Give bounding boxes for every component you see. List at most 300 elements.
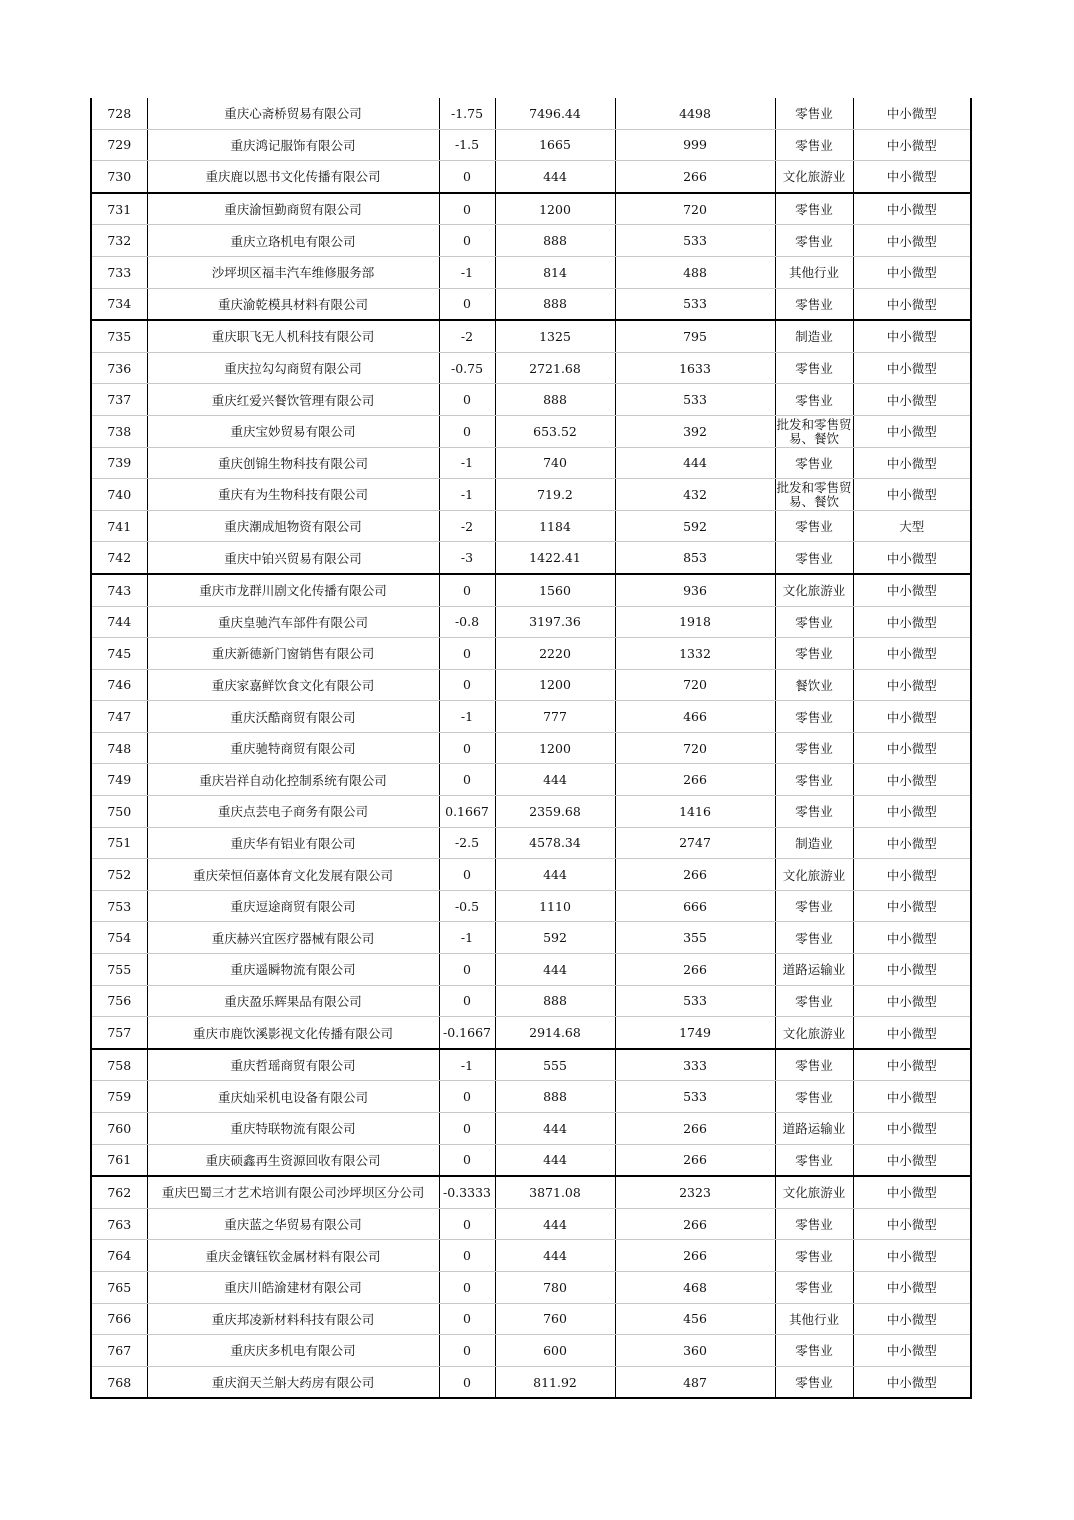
value-3-cell: 1633 [615, 352, 775, 384]
company-name-cell: 重庆遥瞬物流有限公司 [147, 954, 439, 986]
value-2-cell: 444 [495, 764, 615, 796]
value-3-cell: 720 [615, 732, 775, 764]
enterprise-scale-cell: 中小微型 [853, 98, 971, 129]
industry-cell: 其他行业 [775, 1303, 853, 1335]
table-row [91, 415, 971, 447]
company-name-cell: 重庆华有铝业有限公司 [147, 827, 439, 859]
row-number-cell: 734 [91, 288, 147, 320]
value-2-cell: 444 [495, 1144, 615, 1176]
value-1-cell: -2 [439, 320, 495, 352]
value-1-cell: -0.8 [439, 606, 495, 638]
value-3-cell: 795 [615, 320, 775, 352]
table-row [91, 320, 971, 352]
industry-cell: 零售业 [775, 922, 853, 954]
industry-cell: 道路运输业 [775, 1113, 853, 1145]
value-2-cell: 814 [495, 256, 615, 288]
table-row [91, 1366, 971, 1398]
company-name-cell: 重庆市龙群川剧文化传播有限公司 [147, 574, 439, 606]
value-1-cell: 0 [439, 1366, 495, 1398]
value-1-cell: -1.75 [439, 98, 495, 129]
industry-cell: 零售业 [775, 384, 853, 416]
value-1-cell: -0.5 [439, 890, 495, 922]
industry-cell: 零售业 [775, 1335, 853, 1367]
company-name-cell: 沙坪坝区福丰汽车维修服务部 [147, 256, 439, 288]
value-1-cell: 0 [439, 638, 495, 670]
enterprise-scale-cell: 中小微型 [853, 796, 971, 828]
table-row [91, 954, 971, 986]
enterprise-scale-cell: 中小微型 [853, 384, 971, 416]
table-row [91, 1271, 971, 1303]
industry-text: 批发和零售贸易、餐饮 [776, 416, 852, 446]
enterprise-scale-cell: 中小微型 [853, 890, 971, 922]
row-number-cell: 741 [91, 510, 147, 542]
row-number-cell: 736 [91, 352, 147, 384]
company-name-cell: 重庆庆多机电有限公司 [147, 1335, 439, 1367]
value-3-cell: 468 [615, 1271, 775, 1303]
industry-cell: 文化旅游业 [775, 1176, 853, 1208]
row-number-cell: 745 [91, 638, 147, 670]
value-3-cell: 533 [615, 985, 775, 1017]
row-number-cell: 756 [91, 985, 147, 1017]
enterprise-scale-cell: 中小微型 [853, 256, 971, 288]
value-2-cell: 1560 [495, 574, 615, 606]
enterprise-scale-cell: 中小微型 [853, 669, 971, 701]
table-row [91, 1176, 971, 1208]
value-2-cell: 3197.36 [495, 606, 615, 638]
company-name-cell: 重庆家嘉鲜饮食文化有限公司 [147, 669, 439, 701]
company-name-cell: 重庆皇驰汽车部件有限公司 [147, 606, 439, 638]
value-2-cell: 719.2 [495, 479, 615, 511]
value-2-cell: 653.52 [495, 415, 615, 447]
company-name-cell: 重庆硕鑫再生资源回收有限公司 [147, 1144, 439, 1176]
value-1-cell: 0 [439, 985, 495, 1017]
company-name-cell: 重庆沃酷商贸有限公司 [147, 701, 439, 733]
table-row [91, 542, 971, 574]
enterprise-scale-cell: 中小微型 [853, 1017, 971, 1049]
table-row [91, 764, 971, 796]
row-number-cell: 729 [91, 129, 147, 161]
row-number-cell: 742 [91, 542, 147, 574]
enterprise-scale-cell: 中小微型 [853, 1081, 971, 1113]
table-row [91, 352, 971, 384]
row-number-cell: 763 [91, 1208, 147, 1240]
table-row [91, 1144, 971, 1176]
row-number-cell: 749 [91, 764, 147, 796]
company-table [90, 98, 972, 1399]
value-3-cell: 592 [615, 510, 775, 542]
enterprise-scale-cell: 中小微型 [853, 1049, 971, 1081]
table-row [91, 701, 971, 733]
row-number-cell: 738 [91, 415, 147, 447]
value-3-cell: 1416 [615, 796, 775, 828]
company-name-cell: 重庆点芸电子商务有限公司 [147, 796, 439, 828]
value-2-cell: 444 [495, 1208, 615, 1240]
enterprise-scale-cell: 中小微型 [853, 225, 971, 257]
table-row [91, 922, 971, 954]
value-1-cell: -2 [439, 510, 495, 542]
value-1-cell: 0 [439, 1271, 495, 1303]
value-2-cell: 3871.08 [495, 1176, 615, 1208]
value-2-cell: 444 [495, 954, 615, 986]
value-3-cell: 2747 [615, 827, 775, 859]
enterprise-scale-cell: 中小微型 [853, 1113, 971, 1145]
row-number-cell: 735 [91, 320, 147, 352]
row-number-cell: 728 [91, 98, 147, 129]
table-row [91, 985, 971, 1017]
industry-cell: 零售业 [775, 701, 853, 733]
company-name-cell: 重庆赫兴宜医疗器械有限公司 [147, 922, 439, 954]
value-3-cell: 266 [615, 1240, 775, 1272]
value-2-cell: 7496.44 [495, 98, 615, 129]
value-1-cell: 0 [439, 1113, 495, 1145]
value-3-cell: 720 [615, 669, 775, 701]
industry-cell: 其他行业 [775, 256, 853, 288]
enterprise-scale-cell: 中小微型 [853, 1303, 971, 1335]
enterprise-scale-cell: 中小微型 [853, 1335, 971, 1367]
table-row [91, 1303, 971, 1335]
table-row [91, 890, 971, 922]
value-3-cell: 360 [615, 1335, 775, 1367]
value-1-cell: 0 [439, 225, 495, 257]
enterprise-scale-cell: 中小微型 [853, 129, 971, 161]
value-2-cell: 888 [495, 288, 615, 320]
company-name-cell: 重庆金镶钰钦金属材料有限公司 [147, 1240, 439, 1272]
value-1-cell: 0 [439, 384, 495, 416]
enterprise-scale-cell: 中小微型 [853, 447, 971, 479]
company-name-cell: 重庆拉勾勾商贸有限公司 [147, 352, 439, 384]
value-2-cell: 4578.34 [495, 827, 615, 859]
value-1-cell: -1.5 [439, 129, 495, 161]
value-3-cell: 266 [615, 859, 775, 891]
industry-cell: 道路运输业 [775, 954, 853, 986]
value-1-cell: 0 [439, 669, 495, 701]
company-name-cell: 重庆哲瑶商贸有限公司 [147, 1049, 439, 1081]
row-number-cell: 751 [91, 827, 147, 859]
enterprise-scale-cell: 中小微型 [853, 574, 971, 606]
row-number-cell: 760 [91, 1113, 147, 1145]
enterprise-scale-cell: 大型 [853, 510, 971, 542]
value-3-cell: 666 [615, 890, 775, 922]
value-3-cell: 2323 [615, 1176, 775, 1208]
value-1-cell: -1 [439, 701, 495, 733]
industry-cell: 零售业 [775, 732, 853, 764]
value-2-cell: 444 [495, 161, 615, 193]
industry-cell: 零售业 [775, 1366, 853, 1398]
industry-cell: 零售业 [775, 98, 853, 129]
value-3-cell: 999 [615, 129, 775, 161]
row-number-cell: 758 [91, 1049, 147, 1081]
company-name-cell: 重庆立珞机电有限公司 [147, 225, 439, 257]
table-row [91, 256, 971, 288]
value-2-cell: 555 [495, 1049, 615, 1081]
value-3-cell: 488 [615, 256, 775, 288]
company-name-cell: 重庆川皓渝建材有限公司 [147, 1271, 439, 1303]
row-number-cell: 748 [91, 732, 147, 764]
industry-cell: 零售业 [775, 638, 853, 670]
row-number-cell: 753 [91, 890, 147, 922]
company-name-cell: 重庆中铂兴贸易有限公司 [147, 542, 439, 574]
value-3-cell: 533 [615, 225, 775, 257]
table-row [91, 606, 971, 638]
enterprise-scale-cell: 中小微型 [853, 193, 971, 225]
row-number-cell: 740 [91, 479, 147, 511]
value-1-cell: 0 [439, 764, 495, 796]
value-1-cell: 0 [439, 193, 495, 225]
value-2-cell: 777 [495, 701, 615, 733]
enterprise-scale-cell: 中小微型 [853, 701, 971, 733]
value-2-cell: 1110 [495, 890, 615, 922]
enterprise-scale-cell: 中小微型 [853, 320, 971, 352]
company-name-cell: 重庆心斋桥贸易有限公司 [147, 98, 439, 129]
industry-cell: 零售业 [775, 764, 853, 796]
value-2-cell: 888 [495, 1081, 615, 1113]
company-name-cell: 重庆红爱兴餐饮管理有限公司 [147, 384, 439, 416]
value-1-cell: -0.1667 [439, 1017, 495, 1049]
value-2-cell: 444 [495, 859, 615, 891]
value-1-cell: 0 [439, 859, 495, 891]
value-3-cell: 266 [615, 1208, 775, 1240]
table-row [91, 827, 971, 859]
value-2-cell: 760 [495, 1303, 615, 1335]
value-2-cell: 444 [495, 1240, 615, 1272]
table-row [91, 1049, 971, 1081]
row-number-cell: 746 [91, 669, 147, 701]
value-2-cell: 780 [495, 1271, 615, 1303]
value-3-cell: 853 [615, 542, 775, 574]
value-3-cell: 355 [615, 922, 775, 954]
value-3-cell: 1918 [615, 606, 775, 638]
industry-cell: 零售业 [775, 1144, 853, 1176]
value-3-cell: 266 [615, 161, 775, 193]
industry-cell: 零售业 [775, 1240, 853, 1272]
industry-cell: 零售业 [775, 225, 853, 257]
table-row [91, 1113, 971, 1145]
value-1-cell: 0.1667 [439, 796, 495, 828]
table-body [91, 98, 971, 1398]
company-name-cell: 重庆盈乐辉果品有限公司 [147, 985, 439, 1017]
enterprise-scale-cell: 中小微型 [853, 1240, 971, 1272]
company-name-cell: 重庆宝妙贸易有限公司 [147, 415, 439, 447]
industry-text: 批发和零售贸易、餐饮 [776, 479, 852, 509]
industry-cell: 零售业 [775, 510, 853, 542]
table-row [91, 1017, 971, 1049]
value-2-cell: 811.92 [495, 1366, 615, 1398]
industry-cell: 文化旅游业 [775, 161, 853, 193]
company-name-cell: 重庆鸿记服饰有限公司 [147, 129, 439, 161]
value-1-cell: 0 [439, 1144, 495, 1176]
value-3-cell: 266 [615, 1113, 775, 1145]
industry-cell: 制造业 [775, 320, 853, 352]
table-row [91, 193, 971, 225]
value-2-cell: 740 [495, 447, 615, 479]
industry-cell: 零售业 [775, 1208, 853, 1240]
value-2-cell: 888 [495, 384, 615, 416]
table-row [91, 796, 971, 828]
enterprise-scale-cell: 中小微型 [853, 479, 971, 511]
table-row [91, 384, 971, 416]
row-number-cell: 733 [91, 256, 147, 288]
enterprise-scale-cell: 中小微型 [853, 954, 971, 986]
company-name-cell: 重庆灿采机电设备有限公司 [147, 1081, 439, 1113]
enterprise-scale-cell: 中小微型 [853, 415, 971, 447]
value-2-cell: 1325 [495, 320, 615, 352]
value-2-cell: 2721.68 [495, 352, 615, 384]
value-3-cell: 432 [615, 479, 775, 511]
industry-cell: 零售业 [775, 542, 853, 574]
value-2-cell: 1184 [495, 510, 615, 542]
row-number-cell: 743 [91, 574, 147, 606]
enterprise-scale-cell: 中小微型 [853, 1176, 971, 1208]
industry-cell: 制造业 [775, 827, 853, 859]
table-row [91, 669, 971, 701]
industry-cell: 零售业 [775, 447, 853, 479]
company-name-cell: 重庆创锦生物科技有限公司 [147, 447, 439, 479]
value-1-cell: 0 [439, 574, 495, 606]
industry-cell: 零售业 [775, 129, 853, 161]
table-row [91, 129, 971, 161]
row-number-cell: 754 [91, 922, 147, 954]
table-row [91, 638, 971, 670]
table-row [91, 161, 971, 193]
enterprise-scale-cell: 中小微型 [853, 288, 971, 320]
value-2-cell: 2220 [495, 638, 615, 670]
industry-cell: 零售业 [775, 1049, 853, 1081]
row-number-cell: 757 [91, 1017, 147, 1049]
value-2-cell: 1422.41 [495, 542, 615, 574]
table-row [91, 479, 971, 511]
value-1-cell: -0.75 [439, 352, 495, 384]
row-number-cell: 744 [91, 606, 147, 638]
industry-cell: 文化旅游业 [775, 1017, 853, 1049]
table-row [91, 732, 971, 764]
enterprise-scale-cell: 中小微型 [853, 922, 971, 954]
industry-cell [775, 415, 853, 447]
industry-cell: 零售业 [775, 193, 853, 225]
value-3-cell: 533 [615, 1081, 775, 1113]
enterprise-scale-cell: 中小微型 [853, 827, 971, 859]
row-number-cell: 739 [91, 447, 147, 479]
table-row [91, 574, 971, 606]
row-number-cell: 764 [91, 1240, 147, 1272]
value-1-cell: 0 [439, 1208, 495, 1240]
industry-cell [775, 479, 853, 511]
value-3-cell: 444 [615, 447, 775, 479]
company-name-cell: 重庆有为生物科技有限公司 [147, 479, 439, 511]
value-2-cell: 592 [495, 922, 615, 954]
industry-cell: 零售业 [775, 288, 853, 320]
enterprise-scale-cell: 中小微型 [853, 1366, 971, 1398]
row-number-cell: 766 [91, 1303, 147, 1335]
row-number-cell: 765 [91, 1271, 147, 1303]
table-row [91, 1081, 971, 1113]
enterprise-scale-cell: 中小微型 [853, 638, 971, 670]
enterprise-scale-cell: 中小微型 [853, 606, 971, 638]
value-1-cell: 0 [439, 732, 495, 764]
value-1-cell: -1 [439, 479, 495, 511]
value-3-cell: 456 [615, 1303, 775, 1335]
company-name-cell: 重庆职飞无人机科技有限公司 [147, 320, 439, 352]
value-1-cell: 0 [439, 954, 495, 986]
value-2-cell: 888 [495, 985, 615, 1017]
value-3-cell: 333 [615, 1049, 775, 1081]
industry-cell: 零售业 [775, 606, 853, 638]
industry-cell: 零售业 [775, 352, 853, 384]
company-name-cell: 重庆渝乾模具材料有限公司 [147, 288, 439, 320]
value-1-cell: 0 [439, 1081, 495, 1113]
row-number-cell: 768 [91, 1366, 147, 1398]
value-3-cell: 487 [615, 1366, 775, 1398]
enterprise-scale-cell: 中小微型 [853, 1144, 971, 1176]
value-3-cell: 392 [615, 415, 775, 447]
table-row [91, 288, 971, 320]
value-1-cell: -0.3333 [439, 1176, 495, 1208]
value-2-cell: 888 [495, 225, 615, 257]
value-3-cell: 266 [615, 1144, 775, 1176]
company-name-cell: 重庆巴蜀三才艺术培训有限公司沙坪坝区分公司 [147, 1176, 439, 1208]
table-row [91, 1240, 971, 1272]
table-row [91, 447, 971, 479]
industry-cell: 文化旅游业 [775, 574, 853, 606]
row-number-cell: 750 [91, 796, 147, 828]
company-name-cell: 重庆特联物流有限公司 [147, 1113, 439, 1145]
company-name-cell: 重庆邦凌新材料科技有限公司 [147, 1303, 439, 1335]
company-name-cell: 重庆逗途商贸有限公司 [147, 890, 439, 922]
enterprise-scale-cell: 中小微型 [853, 161, 971, 193]
value-2-cell: 2359.68 [495, 796, 615, 828]
value-1-cell: -1 [439, 922, 495, 954]
company-name-cell: 重庆荣恒佰嘉体育文化发展有限公司 [147, 859, 439, 891]
value-3-cell: 1332 [615, 638, 775, 670]
value-3-cell: 720 [615, 193, 775, 225]
value-3-cell: 533 [615, 288, 775, 320]
row-number-cell: 755 [91, 954, 147, 986]
row-number-cell: 762 [91, 1176, 147, 1208]
value-1-cell: 0 [439, 1335, 495, 1367]
company-name-cell: 重庆蓝之华贸易有限公司 [147, 1208, 439, 1240]
enterprise-scale-cell: 中小微型 [853, 732, 971, 764]
value-3-cell: 936 [615, 574, 775, 606]
table-row [91, 98, 971, 129]
value-2-cell: 2914.68 [495, 1017, 615, 1049]
value-1-cell: 0 [439, 161, 495, 193]
value-1-cell: -2.5 [439, 827, 495, 859]
company-name-cell: 重庆岩祥自动化控制系统有限公司 [147, 764, 439, 796]
table-row [91, 510, 971, 542]
value-2-cell: 600 [495, 1335, 615, 1367]
company-name-cell: 重庆润天兰斛大药房有限公司 [147, 1366, 439, 1398]
row-number-cell: 752 [91, 859, 147, 891]
table-row [91, 859, 971, 891]
table-row [91, 1335, 971, 1367]
value-3-cell: 1749 [615, 1017, 775, 1049]
row-number-cell: 731 [91, 193, 147, 225]
enterprise-scale-cell: 中小微型 [853, 1271, 971, 1303]
value-2-cell: 444 [495, 1113, 615, 1145]
enterprise-scale-cell: 中小微型 [853, 1208, 971, 1240]
value-1-cell: -3 [439, 542, 495, 574]
value-3-cell: 4498 [615, 98, 775, 129]
value-2-cell: 1200 [495, 669, 615, 701]
value-1-cell: -1 [439, 447, 495, 479]
company-name-cell: 重庆新德新门窗销售有限公司 [147, 638, 439, 670]
value-3-cell: 533 [615, 384, 775, 416]
value-2-cell: 1200 [495, 193, 615, 225]
value-1-cell: 0 [439, 415, 495, 447]
industry-cell: 零售业 [775, 890, 853, 922]
enterprise-scale-cell: 中小微型 [853, 764, 971, 796]
value-1-cell: 0 [439, 288, 495, 320]
value-3-cell: 466 [615, 701, 775, 733]
